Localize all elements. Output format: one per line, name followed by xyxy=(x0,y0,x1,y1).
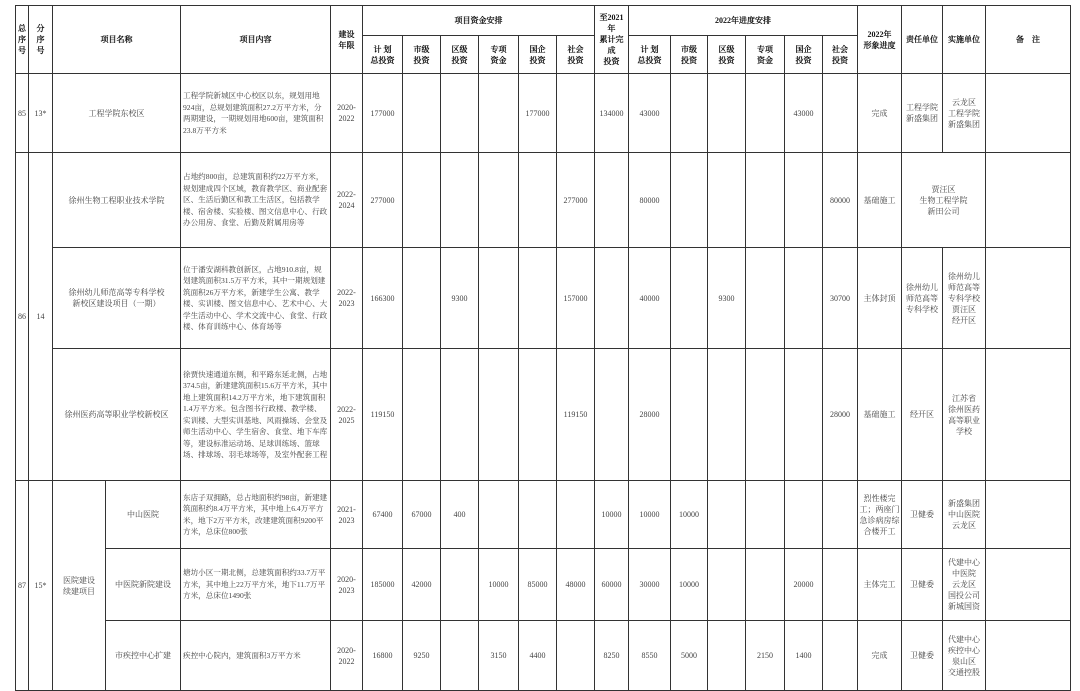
remarks-cell xyxy=(986,74,1071,153)
plan-soe-cell: 43000 xyxy=(785,74,823,153)
plan-city-cell xyxy=(671,153,708,248)
fund-plan-cell: 16800 xyxy=(363,621,403,691)
responsible-cell: 工程学院 新盛集团 xyxy=(902,74,943,153)
project-name-cell: 中山医院 xyxy=(106,481,181,549)
fund-district-cell: 9300 xyxy=(441,248,479,349)
fund-district-cell xyxy=(441,549,479,621)
header-progress: 2022年 形象进度 xyxy=(858,6,902,74)
header-responsible: 责任单位 xyxy=(902,6,943,74)
years-cell: 2022- 2023 xyxy=(331,248,363,349)
sub-no-cell: 13* xyxy=(29,74,53,153)
header-plan-city: 市级 投资 xyxy=(671,36,708,74)
project-group-cell: 医院建设 续建项目 xyxy=(53,481,106,691)
fund-district-cell: 400 xyxy=(441,481,479,549)
fund-district-cell xyxy=(441,349,479,481)
fund-soe-cell xyxy=(519,349,557,481)
fund-social-cell xyxy=(557,74,595,153)
plan-special-cell xyxy=(746,74,785,153)
table-row xyxy=(16,153,1071,248)
plan-city-cell: 10000 xyxy=(671,481,708,549)
plan-district-cell xyxy=(708,481,746,549)
fund-plan-cell: 177000 xyxy=(363,74,403,153)
fund-special-cell xyxy=(479,349,519,481)
table-header xyxy=(16,6,1071,74)
fund-city-cell xyxy=(403,153,441,248)
responsible-cell: 卫健委 xyxy=(902,549,943,621)
plan-soe-cell xyxy=(785,481,823,549)
project-content-cell: 占地约800亩，总建筑面积约22万平方米，规划建成四个区域，教育教学区、商业配套区、生活后勤区和教工生活区，包括教学楼、宿舍楼、实验楼、图文信息中心、行政办公用房、食堂、后勤及附属用房等 xyxy=(181,153,331,248)
project-name-cell: 徐州幼儿师范高等专科学校 新校区建设项目（一期） xyxy=(53,248,181,349)
plan-social-cell xyxy=(823,549,858,621)
cumulative-cell xyxy=(595,153,629,248)
fund-special-cell xyxy=(479,74,519,153)
fund-city-cell: 67000 xyxy=(403,481,441,549)
plan-plan-cell: 80000 xyxy=(629,153,671,248)
remarks-cell xyxy=(986,481,1071,549)
plan-special-cell xyxy=(746,481,785,549)
table-row xyxy=(16,481,1071,549)
responsible-cell: 卫健委 xyxy=(902,481,943,549)
fund-soe-cell: 4400 xyxy=(519,621,557,691)
table-row xyxy=(16,74,1071,153)
implementer-cell: 徐州幼儿 师范高等 专科学校 贾汪区 经开区 xyxy=(943,248,986,349)
project-name-cell: 市疾控中心扩建 xyxy=(106,621,181,691)
fund-plan-cell: 166300 xyxy=(363,248,403,349)
fund-district-cell xyxy=(441,621,479,691)
plan-social-cell xyxy=(823,621,858,691)
plan-city-cell: 10000 xyxy=(671,549,708,621)
fund-plan-cell: 277000 xyxy=(363,153,403,248)
header-content: 项目内容 xyxy=(181,6,331,74)
table-row xyxy=(16,349,1071,481)
plan-special-cell xyxy=(746,549,785,621)
plan-soe-cell xyxy=(785,349,823,481)
responsible-cell: 经开区 xyxy=(902,349,943,481)
fund-social-cell xyxy=(557,621,595,691)
fund-soe-cell: 85000 xyxy=(519,549,557,621)
plan-district-cell xyxy=(708,549,746,621)
plan-special-cell xyxy=(746,349,785,481)
header-name: 项目名称 xyxy=(53,6,181,74)
sub-no-cell: 14 xyxy=(29,153,53,481)
project-name-cell: 中医院新院建设 xyxy=(106,549,181,621)
plan-plan-cell: 30000 xyxy=(629,549,671,621)
years-cell: 2022- 2024 xyxy=(331,153,363,248)
header-plan-special: 专项 资金 xyxy=(746,36,785,74)
sub-no-cell: 15* xyxy=(29,481,53,691)
plan-city-cell: 5000 xyxy=(671,621,708,691)
project-content-cell: 塘坊小区一期北侧，总建筑面积约33.7万平方米，其中地上22万平方米，地下11.7万平方米，总床位1490张 xyxy=(181,549,331,621)
fund-city-cell xyxy=(403,74,441,153)
project-name-cell: 徐州生物工程职业技术学院 xyxy=(53,153,181,248)
plan-special-cell xyxy=(746,248,785,349)
remarks-cell xyxy=(986,153,1071,248)
fund-soe-cell xyxy=(519,248,557,349)
plan-city-cell xyxy=(671,349,708,481)
cumulative-cell xyxy=(595,248,629,349)
plan-plan-cell: 10000 xyxy=(629,481,671,549)
remarks-cell xyxy=(986,349,1071,481)
header-remarks: 备 注 xyxy=(986,6,1071,74)
header-fund-special: 专项 资金 xyxy=(479,36,519,74)
header-fund-soe: 国企 投资 xyxy=(519,36,557,74)
fund-plan-cell: 119150 xyxy=(363,349,403,481)
plan-plan-cell: 40000 xyxy=(629,248,671,349)
fund-social-cell: 157000 xyxy=(557,248,595,349)
header-plan-soe: 国企 投资 xyxy=(785,36,823,74)
total-no-cell: 86 xyxy=(16,153,29,481)
years-cell: 2020- 2022 xyxy=(331,621,363,691)
table-row xyxy=(16,248,1071,349)
responsible-cell: 徐州幼儿 师范高等 专科学校 xyxy=(902,248,943,349)
plan-city-cell xyxy=(671,74,708,153)
fund-plan-cell: 67400 xyxy=(363,481,403,549)
plan-special-cell xyxy=(746,153,785,248)
plan-social-cell: 30700 xyxy=(823,248,858,349)
fund-social-cell: 119150 xyxy=(557,349,595,481)
plan-soe-cell: 1400 xyxy=(785,621,823,691)
fund-district-cell xyxy=(441,153,479,248)
progress-cell: 基础施工 xyxy=(858,349,902,481)
plan-district-cell xyxy=(708,153,746,248)
progress-cell: 烈性楼完工；两座门急诊病房综合楼开工 xyxy=(858,481,902,549)
header-fund-city: 市级 投资 xyxy=(403,36,441,74)
plan-soe-cell xyxy=(785,153,823,248)
fund-special-cell xyxy=(479,481,519,549)
plan-social-cell xyxy=(823,481,858,549)
remarks-cell xyxy=(986,621,1071,691)
remarks-cell xyxy=(986,549,1071,621)
header-sub-no: 分 序 号 xyxy=(29,6,53,74)
fund-social-cell: 48000 xyxy=(557,549,595,621)
progress-cell: 完成 xyxy=(858,74,902,153)
table-row xyxy=(16,549,1071,621)
years-cell: 2022- 2025 xyxy=(331,349,363,481)
progress-cell: 基础施工 xyxy=(858,153,902,248)
implementer-cell: 代建中心 疾控中心 泉山区 交通控股 xyxy=(943,621,986,691)
implementer-cell: 江苏省 徐州医药 高等职业 学校 xyxy=(943,349,986,481)
progress-cell: 完成 xyxy=(858,621,902,691)
years-cell: 2020- 2022 xyxy=(331,74,363,153)
implementer-cell: 代建中心 中医院 云龙区 国投公司 新城国资 xyxy=(943,549,986,621)
plan-special-cell: 2150 xyxy=(746,621,785,691)
years-cell: 2020- 2023 xyxy=(331,549,363,621)
fund-city-cell: 9250 xyxy=(403,621,441,691)
total-no-cell: 87 xyxy=(16,481,29,691)
header-implementer: 实施单位 xyxy=(943,6,986,74)
fund-plan-cell: 185000 xyxy=(363,549,403,621)
table-body xyxy=(16,74,1071,691)
implementer-cell: 云龙区 工程学院 新盛集团 xyxy=(943,74,986,153)
header-plan-total: 计 划 总投资 xyxy=(629,36,671,74)
plan-plan-cell: 43000 xyxy=(629,74,671,153)
plan-district-cell: 9300 xyxy=(708,248,746,349)
fund-special-cell: 10000 xyxy=(479,549,519,621)
header-total-no: 总 序 号 xyxy=(16,6,29,74)
plan-district-cell xyxy=(708,349,746,481)
cumulative-cell xyxy=(595,349,629,481)
plan-soe-cell xyxy=(785,248,823,349)
project-content-cell: 东店子双拥路，总占地面积约98亩，新建建筑面积约8.4万平方米，其中地上6.4万平方米，地下2万平方米，改建建筑面积9200平方米，总床位800张 xyxy=(181,481,331,549)
fund-special-cell: 3150 xyxy=(479,621,519,691)
header-plan2022-group: 2022年进度安排 xyxy=(629,6,858,36)
progress-cell: 主体封顶 xyxy=(858,248,902,349)
project-content-cell: 工程学院新城区中心校区以东，规划用地924亩，总规划建筑面积27.2万平方米，分两期建设，一期规划用地600亩，建筑面积23.8万平方米 xyxy=(181,74,331,153)
plan-plan-cell: 28000 xyxy=(629,349,671,481)
plan-district-cell xyxy=(708,621,746,691)
fund-social-cell xyxy=(557,481,595,549)
fund-city-cell xyxy=(403,248,441,349)
responsible-cell: 卫健委 xyxy=(902,621,943,691)
implementer-cell: 新盛集团 中山医院 云龙区 xyxy=(943,481,986,549)
plan-social-cell xyxy=(823,74,858,153)
fund-city-cell xyxy=(403,349,441,481)
total-no-cell: 85 xyxy=(16,74,29,153)
remarks-cell xyxy=(986,248,1071,349)
plan-soe-cell: 20000 xyxy=(785,549,823,621)
fund-social-cell: 277000 xyxy=(557,153,595,248)
header-funding-group: 项目资金安排 xyxy=(363,6,595,36)
plan-plan-cell: 8550 xyxy=(629,621,671,691)
fund-special-cell xyxy=(479,248,519,349)
fund-city-cell: 42000 xyxy=(403,549,441,621)
project-name-cell: 工程学院东校区 xyxy=(53,74,181,153)
fund-soe-cell xyxy=(519,153,557,248)
project-content-cell: 位于潘安湖科教创新区，占地910.8亩，规划建筑面积31.5万平方米，其中一期规划建筑面积26万平方米，新建学生公寓、教学楼、实训楼、图文信息中心、艺术中心、大学生活动中心、学术交流中心、食堂、行政楼、体育训练中心、体育场等 xyxy=(181,248,331,349)
header-fund-district: 区级 投资 xyxy=(441,36,479,74)
progress-cell: 主体完工 xyxy=(858,549,902,621)
header-fund-plan: 计 划 总投资 xyxy=(363,36,403,74)
cumulative-cell: 10000 xyxy=(595,481,629,549)
cumulative-cell: 8250 xyxy=(595,621,629,691)
project-content-cell: 徐贾快速通道东侧，和平路东延北侧，占地374.5亩，新建建筑面积15.6万平方米，其中地上建筑面积14.2万平方米，地下建筑面积1.4万平方米。包含图书行政楼、教学楼、实训楼、大型实训基地、风雨操场、会堂及师生活动中心、学生宿舍、食堂、地下车库等，建设标准运动场、足球训练场、篮球场、排球场、羽毛球场等，及室外配套工程 xyxy=(181,349,331,481)
header-cumulative: 至2021年 累计完成 投资 xyxy=(595,6,629,74)
plan-district-cell xyxy=(708,74,746,153)
project-schedule-table xyxy=(15,5,1071,691)
header-fund-social: 社会 投资 xyxy=(557,36,595,74)
header-plan-district: 区级 投资 xyxy=(708,36,746,74)
plan-social-cell: 28000 xyxy=(823,349,858,481)
project-content-cell: 疾控中心院内，建筑面积3万平方米 xyxy=(181,621,331,691)
fund-special-cell xyxy=(479,153,519,248)
header-years: 建设 年限 xyxy=(331,6,363,74)
fund-soe-cell xyxy=(519,481,557,549)
plan-social-cell: 80000 xyxy=(823,153,858,248)
cumulative-cell: 60000 xyxy=(595,549,629,621)
fund-district-cell xyxy=(441,74,479,153)
responsible-implementer-cell: 贾汪区 生物工程学院 新田公司 xyxy=(902,153,986,248)
cumulative-cell: 134000 xyxy=(595,74,629,153)
project-name-cell: 徐州医药高等职业学校新校区 xyxy=(53,349,181,481)
header-plan-social: 社会 投资 xyxy=(823,36,858,74)
years-cell: 2021- 2023 xyxy=(331,481,363,549)
table-row xyxy=(16,621,1071,691)
plan-city-cell xyxy=(671,248,708,349)
fund-soe-cell: 177000 xyxy=(519,74,557,153)
